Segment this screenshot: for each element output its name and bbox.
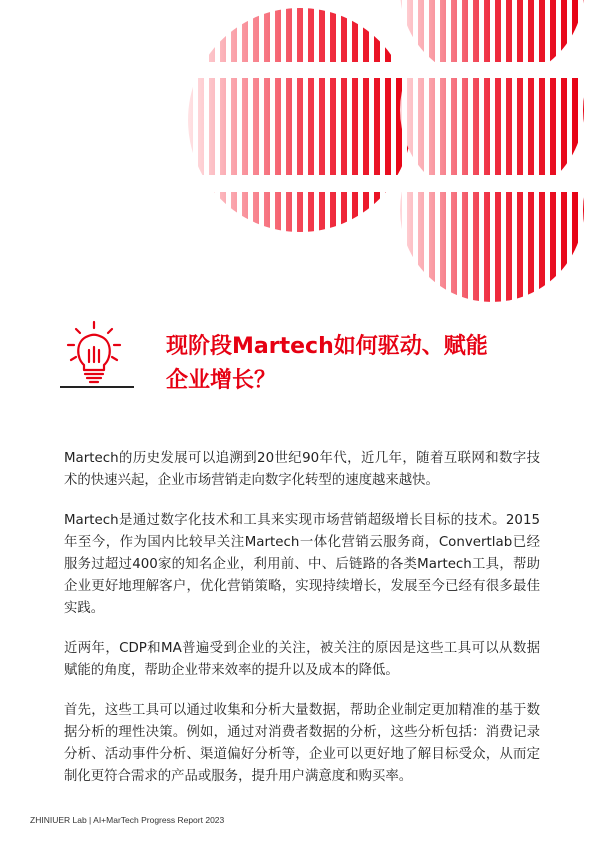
section-title-line2: 企业增长？ [166,368,277,393]
paragraph: Martech的历史发展可以追溯到20世纪90年代，近几年，随着互联网和数字技术的快速兴起，企业市场营销走向数字化转型的速度越来越快。 [64,451,540,488]
paragraph: 首先，这些工具可以通过收集和分析大量数据，帮助企业制定更加精准的基于数据分析的理性决策。例如，通过对消费者数据的分析，这些分析包括：消费记录分析、活动事件分析、渠道偏好分析等，企业可以更好地了解目标受众，从而定制化更符合需求的产品或服务，提升用户满意度和购买率。 [64,703,540,784]
title-underline [60,386,134,388]
lightbulb-icon [62,320,126,384]
section-title [166,330,546,398]
paragraph: 近两年，CDP和MA普遍受到企业的关注，被关注的原因是这些工具可以从数据赋能的角度，帮助企业带来效率的提升以及成本的降低。 [64,641,540,678]
paragraph: Martech是通过数字化技术和工具来实现市场营销超级增长目标的技术。2015年至今，作为国内比较早关注Martech一体化营销云服务商，Convertlab已经服务过超过400家的知名企业，利用前、中、后链路的各类Martech工具，帮助企业更好地理解客户，优化营销策略，实现持续增长，发展至今已经有很多最佳实践。 [64,513,540,616]
body-text [64,448,540,806]
red-striped-circles-decoration [0,0,600,310]
section-title-line1: 现阶段Martech如何驱动、赋能 [166,334,488,359]
page-footer: ZHINIUER Lab | AI+MarTech Progress Report 2023 [30,815,225,825]
